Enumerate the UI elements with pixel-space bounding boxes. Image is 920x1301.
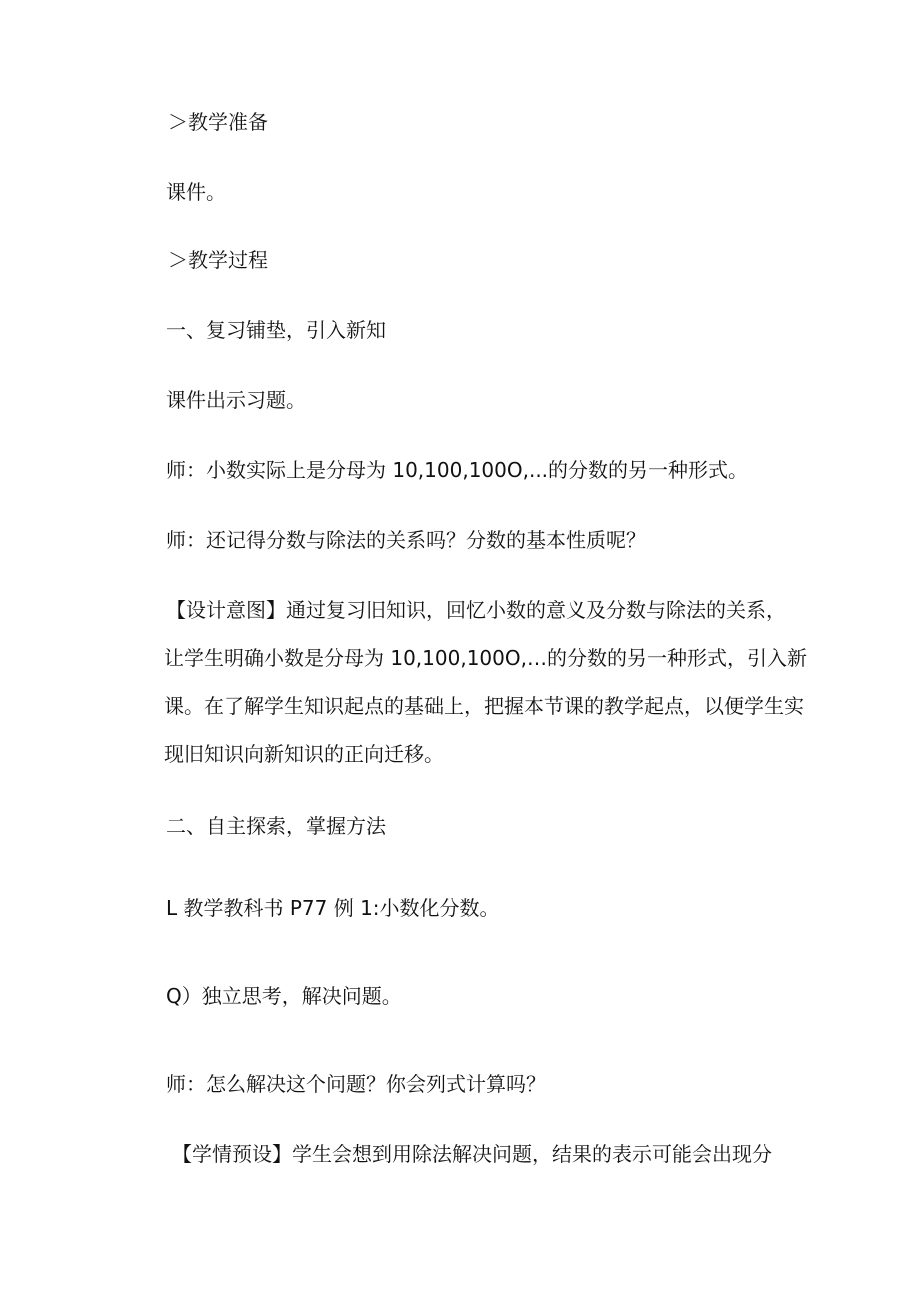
section2-title: 二、自主探索，掌握方法: [166, 814, 386, 838]
design-intent-row: 【设计意图】通过复习旧知识，回忆小数的意义及分数与除法的关系，: [166, 598, 786, 622]
design-intent-paragraph: [166, 586, 806, 778]
student-preset-line: 【学情预设】学生会想到用除法解决问题，结果的表示可能会出现分: [172, 1142, 772, 1166]
heading-teaching-preparation: ＞教学准备: [168, 110, 268, 134]
section1-teacher-line-1: 师：小数实际上是分母为 10,100,100O,...的分数的另一种形式。: [166, 458, 749, 482]
section2-step1: Q）独立思考，解决问题。: [166, 984, 402, 1008]
design-intent-row: 课。在了解学生知识起点的基础上，把握本节课的教学起点，以便学生实: [164, 694, 804, 718]
design-intent-row: 现旧知识向新知识的正向迁移。: [164, 742, 444, 766]
section1-title: 一、复习铺垫，引入新知: [166, 318, 386, 342]
heading-teaching-process: ＞教学过程: [168, 248, 268, 272]
design-intent-row: 让学生明确小数是分母为 10,100,100O,…的分数的另一种形式，引入新: [164, 646, 807, 670]
preparation-content: 课件。: [166, 180, 226, 204]
section2-teacher-line: 师：怎么解决这个问题？你会列式计算吗？: [166, 1072, 546, 1096]
section2-example: L 教学教科书 P77 例 1:小数化分数。: [166, 896, 500, 920]
section1-teacher-line-2: 师：还记得分数与除法的关系吗？分数的基本性质呢？: [166, 528, 646, 552]
section1-exercise-line: 课件出示习题。: [166, 388, 306, 412]
